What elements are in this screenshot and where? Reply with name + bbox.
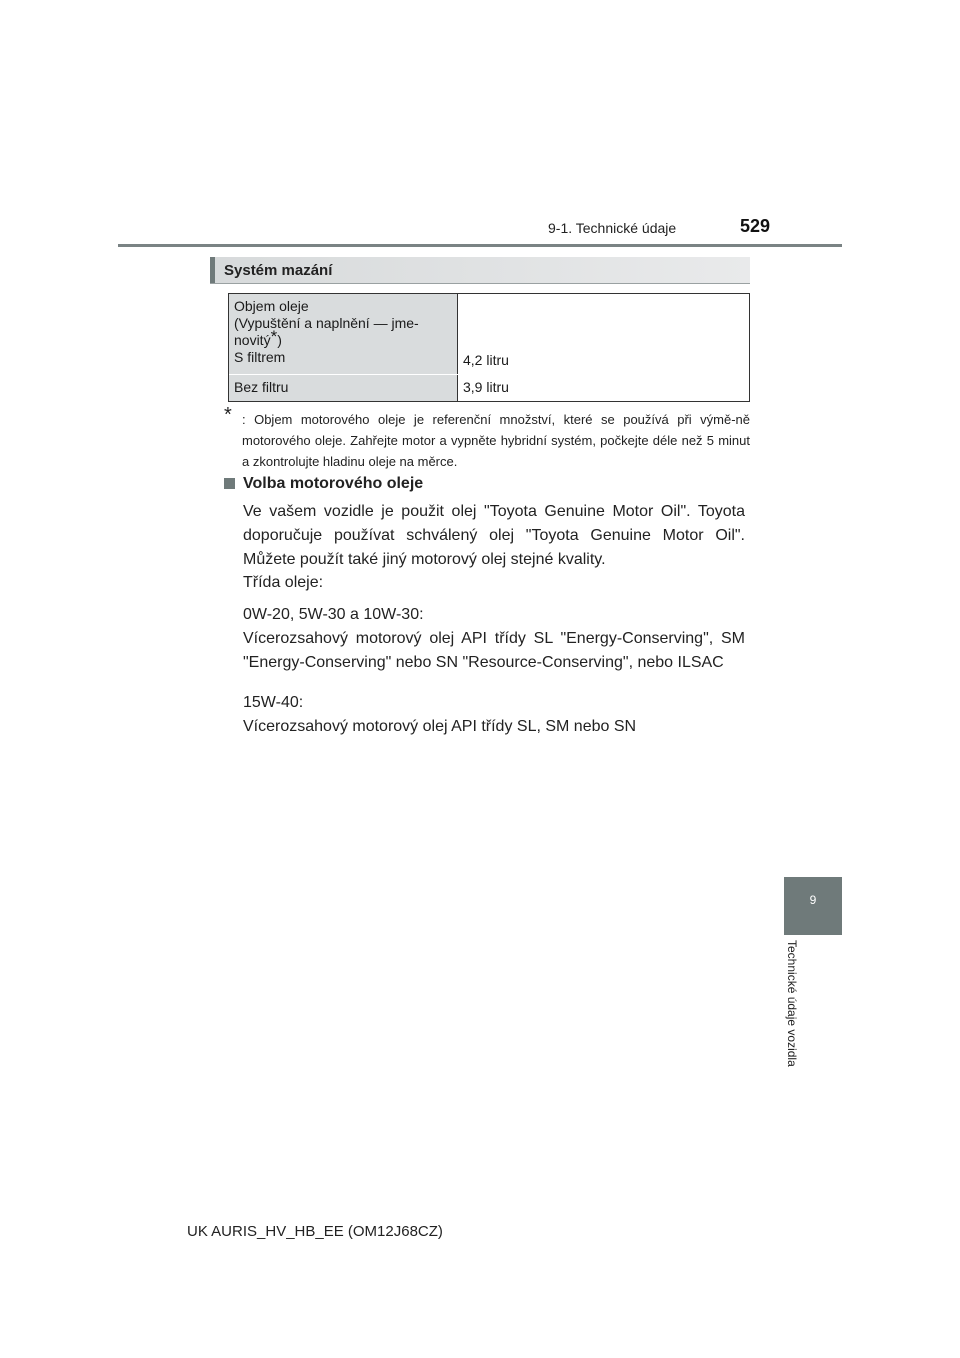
- oil-capacity-table: [228, 293, 750, 402]
- header-divider: [118, 244, 842, 247]
- section-title: Systém mazání: [224, 262, 333, 279]
- footnote-marker: *: [224, 404, 232, 426]
- page-number: 529: [740, 216, 771, 236]
- label-text: novitý: [234, 332, 271, 348]
- table-cell-label: [229, 375, 457, 401]
- footnote-text: : Objem motorového oleje je referenční množství, které se používá při výmě-ně motorového oleje. Zahřejte motor a vypněte hybridní systém, počkejte déle než 5 minut a zkontrolujte hladinu oleje na měrce.: [242, 412, 750, 469]
- paragraph: [243, 500, 745, 572]
- paragraph-text: Ve vašem vozidle je použit olej "Toyota Genuine Motor Oil". Toyota doporučuje používat schválený olej "Toyota Genuine Motor Oil". Můžete použít také jiný motorový olej stejné kvality.: [243, 503, 745, 568]
- paragraph-text: Třída oleje:: [243, 574, 324, 591]
- model-code-footer: UK AURIS_HV_HB_EE (OM12J68CZ): [187, 1223, 443, 1240]
- paragraph: [243, 571, 745, 595]
- paragraph: [243, 603, 745, 675]
- footnote: [224, 404, 750, 472]
- table-cell-value: [457, 294, 749, 374]
- chapter-label: Technické údaje vozidla: [785, 940, 799, 1067]
- paragraph-text: Vícerozsahový motorový olej API třídy SL, SM nebo SN: [243, 718, 637, 735]
- value-text: 3,9 litru: [463, 379, 509, 395]
- section-underline: [210, 283, 750, 284]
- paragraph: [243, 691, 745, 739]
- label-line: Bez filtru: [234, 379, 289, 395]
- label-text: ): [277, 332, 282, 348]
- chapter-number: 9: [809, 893, 817, 907]
- table-cell-value: [457, 375, 749, 401]
- square-bullet-icon: [224, 478, 235, 489]
- subsection-title: Volba motorového oleje: [243, 475, 424, 492]
- paragraph-text: Vícerozsahový motorový olej API třídy SL "Energy-Conserving", SM "Energy-Conserving" nebo SN "Resource-Conserving", nebo ILSAC: [243, 630, 745, 671]
- paragraph-text: 15W-40:: [243, 694, 304, 711]
- label-line: Objem oleje: [234, 298, 309, 314]
- footnote-star: *: [270, 327, 278, 346]
- section-header: 9-1. Technické údaje: [548, 220, 677, 236]
- label-line: [234, 327, 457, 349]
- label-line: (Vypuštění a naplnění — jme-: [234, 315, 419, 331]
- label-line: S filtrem: [234, 349, 286, 365]
- paragraph-text: 0W-20, 5W-30 a 10W-30:: [243, 606, 424, 623]
- value-text: 4,2 litru: [463, 352, 509, 368]
- table-cell-label: [229, 294, 457, 374]
